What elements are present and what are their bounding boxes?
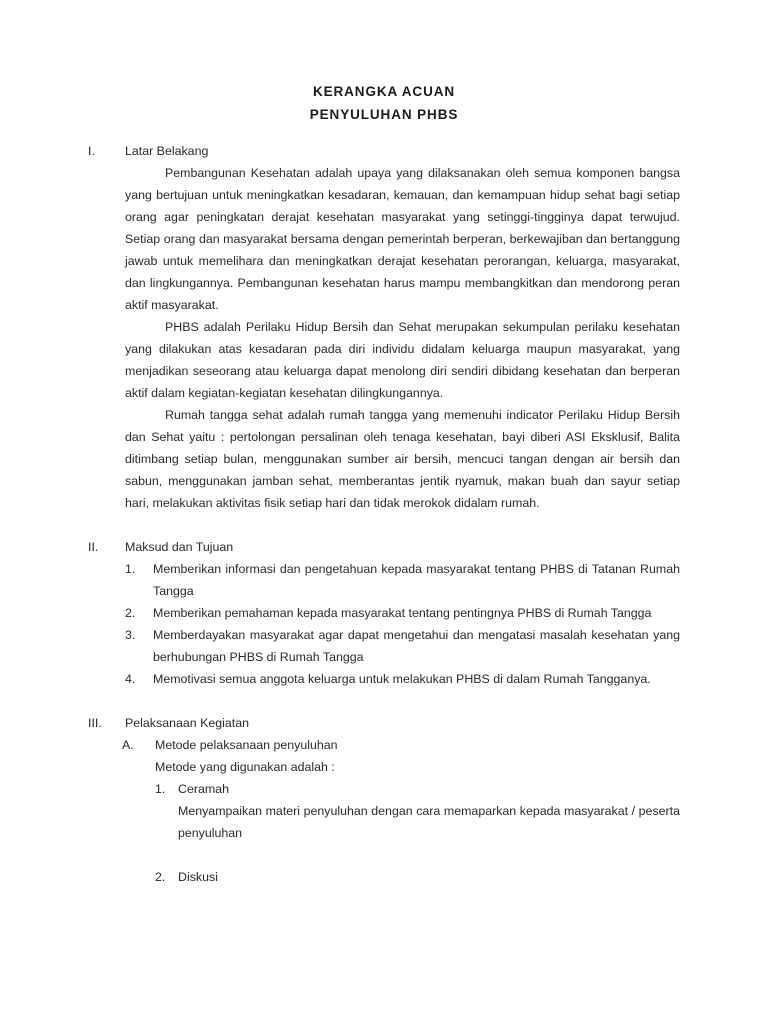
subsection-heading	[88, 734, 680, 756]
list-item-marker: 2.	[125, 606, 136, 620]
section-latar-belakang	[88, 140, 680, 514]
section-title: Maksud dan Tujuan	[125, 540, 234, 554]
section-heading	[88, 140, 680, 162]
list-item	[88, 602, 680, 624]
section-marker: II.	[88, 540, 99, 554]
list-item-text: Memberikan pemahaman kepada masyarakat tentang pentingnya PHBS di Rumah Tangga	[153, 606, 652, 620]
list-item	[88, 866, 680, 888]
list-item-text: Diskusi	[178, 870, 218, 884]
list-item-marker: 1.	[125, 562, 136, 576]
objective-list	[88, 558, 680, 690]
list-item	[88, 624, 680, 668]
section-heading	[88, 712, 680, 734]
list-item-text: Memberikan informasi dan pengetahuan kepada masyarakat tentang PHBS di Tatanan Rumah Tangga	[153, 562, 680, 598]
list-item	[88, 668, 680, 690]
document-body	[88, 140, 680, 888]
section-marker: III.	[88, 716, 102, 730]
list-item-text: Ceramah	[178, 782, 229, 796]
subsection-title: Metode pelaksanaan penyuluhan	[155, 738, 338, 752]
title-line-primary: KERANGKA ACUAN	[312, 84, 456, 99]
paragraph: Rumah tangga sehat adalah rumah tangga yang memenuhi indicator Perilaku Hidup Bersih dan Sehat yaitu : pertolongan persalinan oleh tenaga kesehatan, bayi diberi ASI Eksklusif, Balita ditimbang setiap bulan, menggunakan sumber air bersih, mencuci tangan dengan air bersih dan sabun, menggunakan jamban sehat, memberantas jentik nyamuk, makan buah dan sayur setiap hari, melakukan aktivitas fisik setiap hari dan tidak merokok didalam rumah.	[125, 408, 680, 510]
section-marker: I.	[88, 144, 95, 158]
paragraph: Pembangunan Kesehatan adalah upaya yang dilaksanakan oleh semua komponen bangsa yang bertujuan untuk meningkatkan kesadaran, kemauan, dan kemampuan hidup sehat bagi setiap orang agar peningkatan derajat kesehatan masyarakat yang setinggi-tingginya dapat terwujud. Setiap orang dan masyarakat bersama dengan pemerintah berperan, berkewajiban dan bertanggung jawab untuk memelihara dan meningkatkan derajat kesehatan perorangan, keluarga, masyarakat, dan lingkungannya. Pembangunan kesehatan harus mampu membangkitkan dan mendorong peran aktif masyarakat.	[125, 166, 680, 312]
list-item-marker: 3.	[125, 628, 136, 642]
section-title: Latar Belakang	[125, 144, 209, 158]
list-item	[88, 558, 680, 602]
list-item-marker: 4.	[125, 672, 136, 686]
subsection-lead-in: Metode yang digunakan adalah :	[155, 760, 335, 774]
subsection-marker: A.	[122, 738, 134, 752]
title-line-secondary: PENYULUHAN PHBS	[309, 107, 459, 122]
paragraph: PHBS adalah Perilaku Hidup Bersih dan Sehat merupakan sekumpulan perilaku kesehatan yang dilakukan atas kesadaran pada diri individu didalam keluarga maupun masyarakat, yang menjadikan seseorang atau keluarga dapat menolong diri sendiri dibidang kesehatan dan berperan aktif dalam kegiatan-kegiatan kesehatan dilingkungannya.	[125, 320, 680, 400]
section-pelaksanaan-kegiatan	[88, 712, 680, 888]
list-item-text: Memotivasi semua anggota keluarga untuk melakukan PHBS di dalam Rumah Tangganya.	[153, 672, 651, 686]
list-item-marker: 1.	[155, 782, 166, 796]
method-spacer	[88, 844, 680, 866]
section-spacer	[88, 514, 680, 536]
document-title	[88, 80, 680, 126]
method-description: Menyampaikan materi penyuluhan dengan cara memaparkan kepada masyarakat / peserta penyuluhan	[178, 804, 680, 840]
list-item-text: Memberdayakan masyarakat agar dapat mengetahui dan mengatasi masalah kesehatan yang berhubungan PHBS di Rumah Tangga	[153, 628, 680, 664]
method-list	[88, 778, 680, 888]
list-item-marker: 2.	[155, 870, 166, 884]
section-maksud-dan-tujuan	[88, 536, 680, 690]
section-spacer	[88, 690, 680, 712]
section-heading	[88, 536, 680, 558]
list-item	[88, 778, 680, 800]
section-title: Pelaksanaan Kegiatan	[125, 716, 250, 730]
